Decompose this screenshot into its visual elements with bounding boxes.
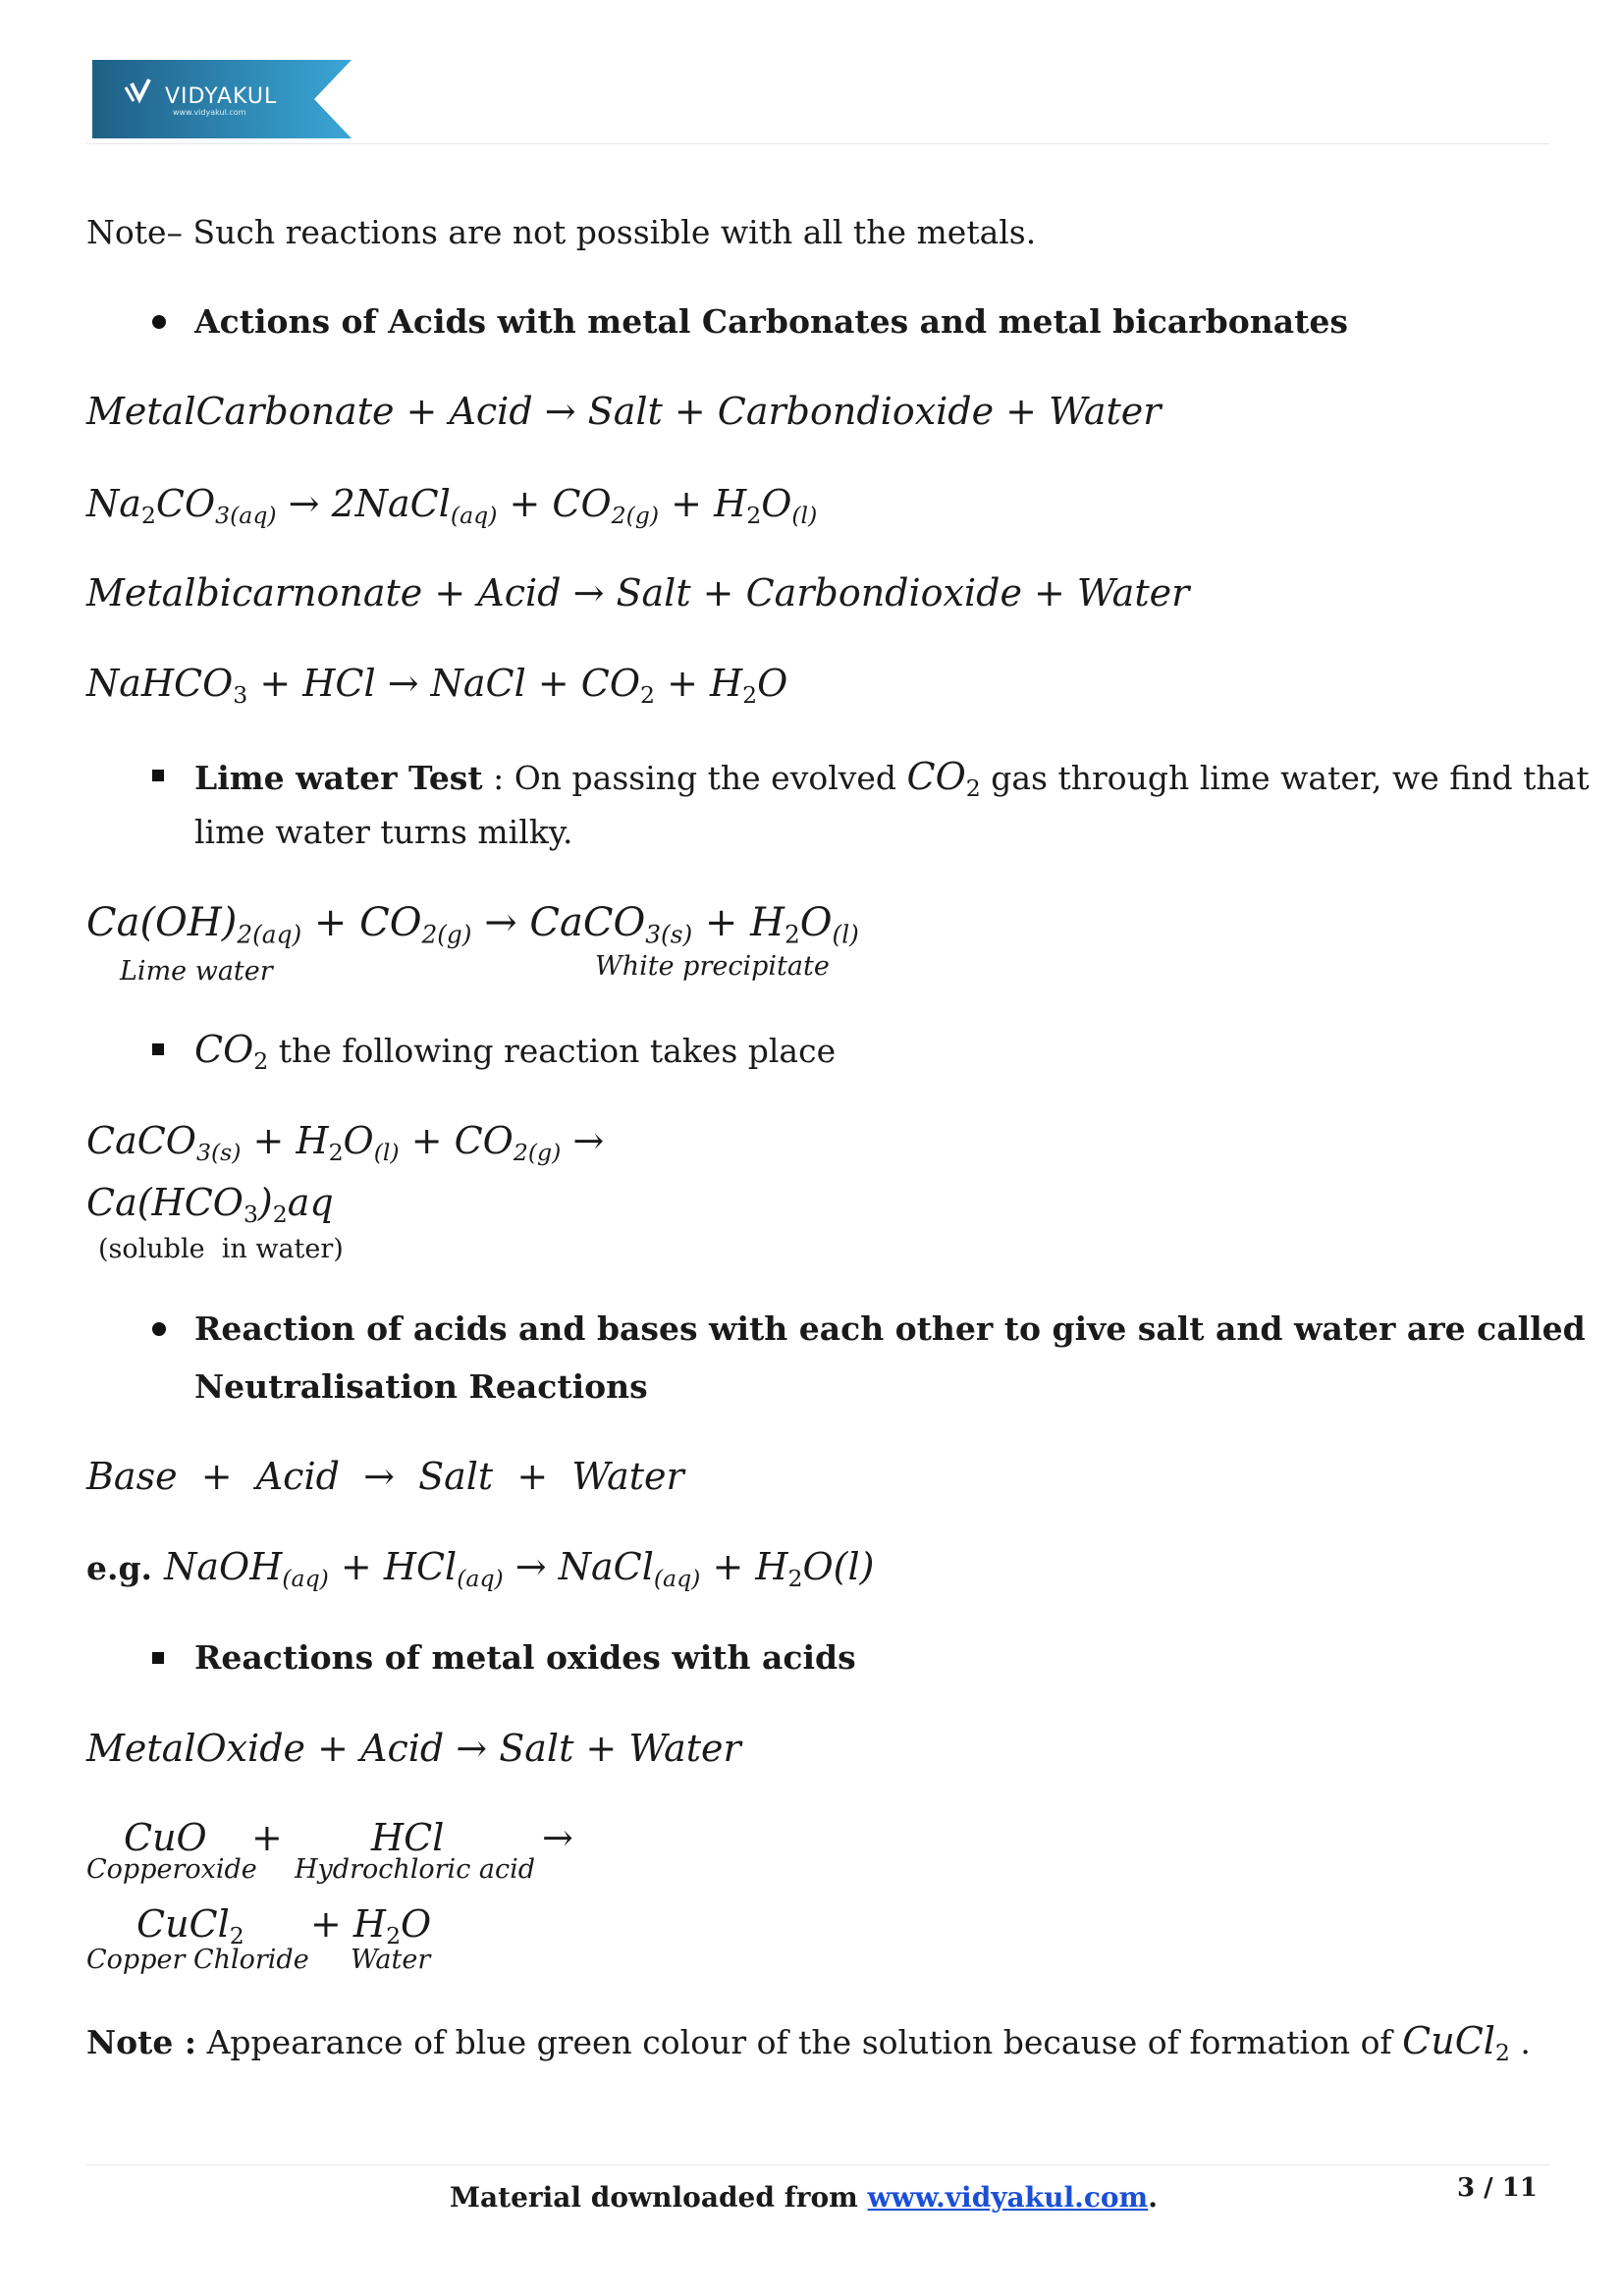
label-copper-chloride: Copper Chloride bbox=[86, 1945, 309, 1975]
label-copperoxide: Copperoxide bbox=[86, 1854, 257, 1885]
footer-divider bbox=[86, 2164, 1549, 2165]
equation-metal-oxide: MetalOxide + Acid → Salt + Water bbox=[86, 1727, 741, 1770]
page-number: 3 / 11 bbox=[1457, 2173, 1538, 2203]
equation-naoh-line: e.g. NaOH$_{(aq)}$ + HCl$_{(aq)}$ → NaCl$_{(aq)}$ + $H_2O(l)$ bbox=[86, 1545, 875, 1593]
lime-water-test-line: Lime water Test : On passing the evolved $CO_2$ gas through lime water, we find that bbox=[194, 755, 1590, 803]
label-water: Water bbox=[351, 1945, 431, 1975]
equation-nahco3: NaHCO$_3$ + HCl → NaCl + $CO_2 + H_2O$ bbox=[86, 662, 788, 710]
footer-text: Material downloaded from www.vidyakul.com. bbox=[450, 2181, 1158, 2214]
neutralisation-heading-line1: Reaction of acids and bases with each other to give salt and water are called bbox=[194, 1309, 1586, 1348]
equation-na2co3: $Na_2CO_{3(aq)}$ → 2NaCl$_{(aq)}$ + $CO_{2(g)} + H_2O_{(l)}$ bbox=[86, 482, 818, 530]
formula-h2o: + $H_2O$ bbox=[310, 1902, 432, 1950]
brand-name: VIDYAKUL bbox=[165, 84, 278, 109]
label-soluble-in-water: (soluble in water) bbox=[98, 1234, 344, 1264]
formula-cuo: CuO bbox=[124, 1816, 207, 1859]
square-bullet bbox=[152, 1652, 164, 1664]
formula-cucl2: CuCl$_2$ bbox=[136, 1902, 244, 1950]
metal-oxides-heading: Reactions of metal oxides with acids bbox=[194, 1638, 856, 1677]
equation-lime-water: $Ca(OH)_{2(aq)} + CO_{2(g)}$ → CaCO$_{3(s)}$ + $H_2O_{(l)}$ bbox=[86, 900, 859, 949]
equation-caco3-line1: CaCO$_{3(s)}$ + $H_2O_{(l)} + CO_{2(g)}$ → bbox=[86, 1119, 605, 1167]
brand-site: www.vidyakul.com bbox=[173, 108, 246, 117]
lime-water-test-line-2: lime water turns milky. bbox=[194, 813, 573, 851]
label-lime-water: Lime water bbox=[120, 956, 273, 987]
co2-reaction-line: $CO_2$ the following reaction takes place bbox=[194, 1028, 837, 1076]
formula-hcl: HCl bbox=[371, 1816, 445, 1859]
label-hydrochloric-acid: Hydrochloric acid bbox=[295, 1854, 536, 1885]
footer-link[interactable]: www.vidyakul.com bbox=[867, 2181, 1149, 2214]
bullet-heading-carbonates: Actions of Acids with metal Carbonates and metal bicarbonates bbox=[194, 302, 1348, 341]
square-bullet bbox=[152, 1043, 164, 1055]
note-text: Note– Such reactions are not possible with all the metals. bbox=[86, 213, 1037, 251]
equation-metal-bicarbonate: Metalbicarnonate + Acid → Salt + Carbondioxide + Water bbox=[86, 571, 1190, 614]
note-blue-green: Note : Appearance of blue green colour of the solution because of formation of CuCl$_2$ . bbox=[86, 2019, 1531, 2067]
bullet-dot bbox=[152, 315, 166, 329]
square-bullet bbox=[152, 770, 164, 781]
arrow: → bbox=[542, 1816, 573, 1859]
bullet-dot bbox=[152, 1322, 166, 1336]
header-divider bbox=[86, 143, 1549, 144]
label-white-precipitate: White precipitate bbox=[595, 951, 830, 982]
eg-label: e.g. bbox=[86, 1549, 153, 1587]
equation-metal-carbonate: MetalCarbonate + Acid → Salt + Carbondioxide + Water bbox=[86, 390, 1162, 433]
lime-water-test-title: Lime water Test bbox=[194, 759, 483, 797]
neutralisation-heading-line2: Neutralisation Reactions bbox=[194, 1367, 648, 1406]
equation-base-acid: Base + Acid → Salt + Water bbox=[86, 1455, 684, 1498]
equation-caco3-line2: $Ca(HCO_3)_2aq$ bbox=[86, 1181, 334, 1229]
plus-sign: + bbox=[251, 1816, 283, 1859]
